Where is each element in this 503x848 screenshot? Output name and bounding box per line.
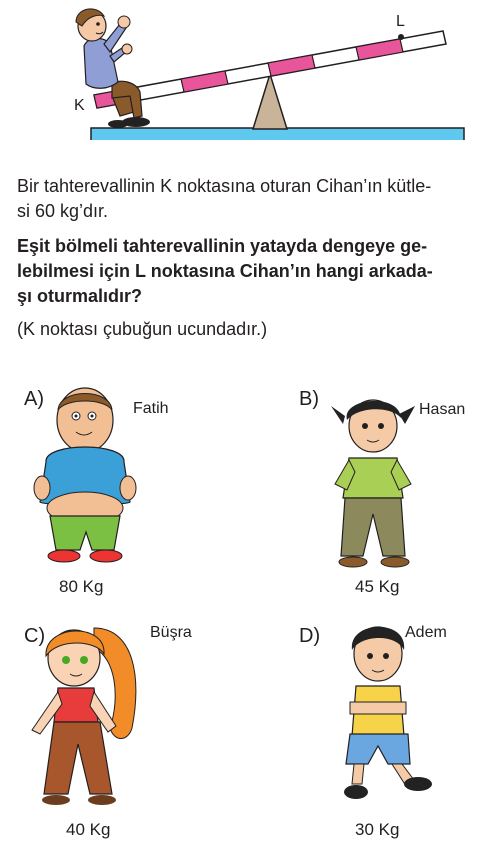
option-b-letter[interactable]: B) xyxy=(299,388,319,410)
hasan-figure xyxy=(325,388,425,572)
cihan-figure xyxy=(76,9,150,128)
point-l-label: L xyxy=(396,13,405,30)
adem-figure xyxy=(330,614,442,812)
option-b-name: Hasan xyxy=(419,401,466,418)
option-a-mass: 80 Kg xyxy=(59,577,104,596)
option-c-name: Büşra xyxy=(150,624,192,641)
option-a-name: Fatih xyxy=(133,400,169,417)
question-note: (K noktası çubuğun ucundadır.) xyxy=(17,319,268,339)
option-d-mass: 30 Kg xyxy=(355,820,400,839)
option-a-letter[interactable]: A) xyxy=(24,388,44,410)
question-bold-line-1: Eşit bölmeli tahterevallinin yatayda dengeye ge- xyxy=(17,236,428,256)
question-bold-line-3: şı oturmalıdır? xyxy=(17,286,143,306)
busra-figure xyxy=(24,618,154,816)
question-intro-line-2: si 60 kg’dır. xyxy=(17,201,109,221)
seesaw-base xyxy=(91,128,464,140)
option-c-letter[interactable]: C) xyxy=(24,625,46,647)
option-d-letter[interactable]: D) xyxy=(299,625,321,647)
option-c-mass: 40 Kg xyxy=(66,820,111,839)
fatih-figure xyxy=(30,382,140,572)
point-l-marker xyxy=(398,34,404,40)
seesaw-fulcrum xyxy=(253,74,287,129)
seesaw-figure xyxy=(0,0,503,140)
question-bold-line-2: lebilmesi için L noktasına Cihan’ın hangi arkada- xyxy=(17,261,433,281)
question-intro-line-1: Bir tahterevallinin K noktasına oturan Cihan’ın kütle- xyxy=(17,176,432,196)
option-d-name: Adem xyxy=(405,624,447,641)
point-k-label: K xyxy=(74,97,85,114)
option-b-mass: 45 Kg xyxy=(355,577,400,596)
